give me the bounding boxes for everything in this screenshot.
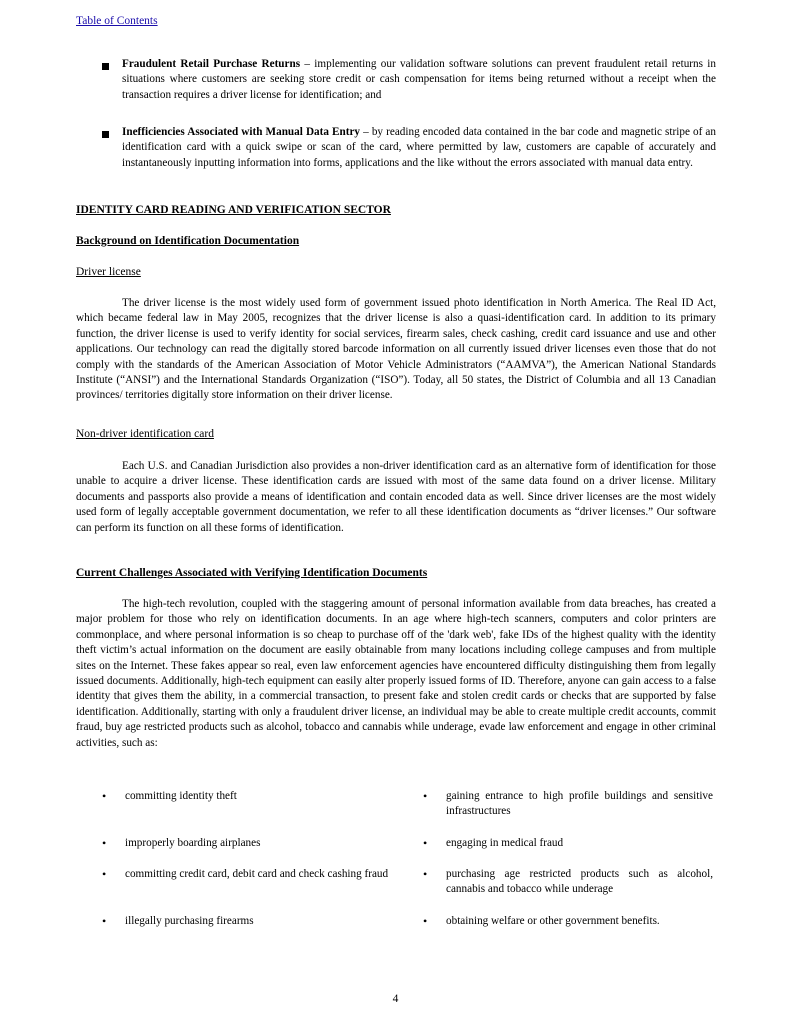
challenges-heading: Current Challenges Associated with Verifying Identification Documents [76,567,428,579]
list-item: purchasing age restricted products such as alcohol, cannabis and tobacco while underage [446,868,713,896]
bullet-dot-icon: • [423,867,428,881]
table-of-contents-link[interactable]: Table of Contents [76,15,158,27]
bullet-title: Fraudulent Retail Purchase Returns [122,58,301,70]
driver-license-paragraph: The driver license is the most widely used form of government issued photo identification in North America. The Real ID Act, which became federal law in May 2005, recognizes that the driver license is also a quasi-identification card. In addition to its primary function, the driver license is used to verify identity for social services, firearm sales, check cashing, credit card issuance and use and other applications. Our technology can read the digitally stored barcode information on all currently issued driver licenses even those that do not comply with the standards of the American Association of Motor Vehicle Administrators (“AAMVA”), the American National Standards Institute (“ANSI”) and the International Standards Organization (“ISO”). Today, all 50 states, the District of Columbia and all 13 Canadian provinces/ territories digitally store information on their driver license. [76,297,716,402]
list-item: committing credit card, debit card and check cashing fraud [125,868,389,880]
bullet-dot-icon: • [102,836,107,850]
bullet-dot-icon: • [423,789,428,803]
bullet-dot-icon: • [102,789,107,803]
bullet-dot-icon: • [102,867,107,881]
list-item: improperly boarding airplanes [125,837,261,849]
section-heading: IDENTITY CARD READING AND VERIFICATION SECTOR [76,204,391,216]
list-item: engaging in medical fraud [446,837,564,849]
bullet-fraudulent-returns [122,57,716,103]
list-item: illegally purchasing firearms [125,915,254,927]
bullet-text: – by reading encoded data contained in the bar code and magnetic stripe of an identification card with a quick swipe or scan of the card, where permitted by law, customers are capable of accurately and instantaneously inputting information into forms, applications and the like without the errors associated with manual data entry. [122,126,716,169]
bullet-dot-icon: • [102,914,107,928]
background-heading: Background on Identification Documentation [76,235,300,247]
bullet-dot-icon: • [423,914,428,928]
list-item: committing identity theft [125,790,237,802]
page-number: 4 [392,993,399,1005]
non-driver-paragraph: Each U.S. and Canadian Jurisdiction also provides a non-driver identification card as an alternative form of identification for those unable to acquire a driver license. These identification cards are issued with most of the same data found on a driver license. Military documents and passports also provide a means of identification and contain encoded data as well. Since driver licenses are the most widely used form of legally acceptable government documentation, we refer to all these identification documents as “driver licenses.” Our software can perform its function on all these forms of identification. [76,460,716,534]
list-item: gaining entrance to high profile buildings and sensitive infrastructures [446,790,713,818]
bullet-manual-data-entry [122,125,716,171]
square-bullet-icon [102,131,109,138]
square-bullet-icon [102,63,109,70]
driver-license-heading: Driver license [76,266,141,278]
bullet-title: Inefficiencies Associated with Manual Data Entry [122,126,361,138]
non-driver-heading: Non-driver identification card [76,428,214,440]
list-item: obtaining welfare or other government benefits. [446,915,660,927]
challenges-paragraph: The high-tech revolution, coupled with the staggering amount of personal information available from data breaches, has created a major problem for those who rely on identification documents. In an age where high-tech scanners, computers and color printers are commonplace, and where personal information is so cheap to purchase off of the 'dark web', fake IDs of the highest quality with the identity theft victim’s actual information on the document are easily obtainable from many locations including college campuses and from multiple sites on the Internet. These fakes appear so real, even law enforcement agencies have encountered difficulty distinguishing them from legally issued documents. Additionally, high-tech equipment can easily alter properly issued forms of ID. Therefore, anyone can gain access to a false identity that gives them the ability, in a commercial transaction, to present fake and stolen credit cards or checks that are supported by false identification. Additionally, starting with only a fraudulent driver license, an individual may be able to create multiple credit accounts, commit fraud, buy age restricted products such as alcohol, tobacco and cannabis while underage, evade law enforcement and engage in other criminal activities, such as: [76,598,716,749]
bullet-dot-icon: • [423,836,428,850]
bullet-text: – implementing our validation software solutions can prevent fraudulent retail returns in situations where customers are seeking store credit or cash compensation for items being returned without a receipt when the transaction requires a driver license for identification; and [122,58,716,101]
